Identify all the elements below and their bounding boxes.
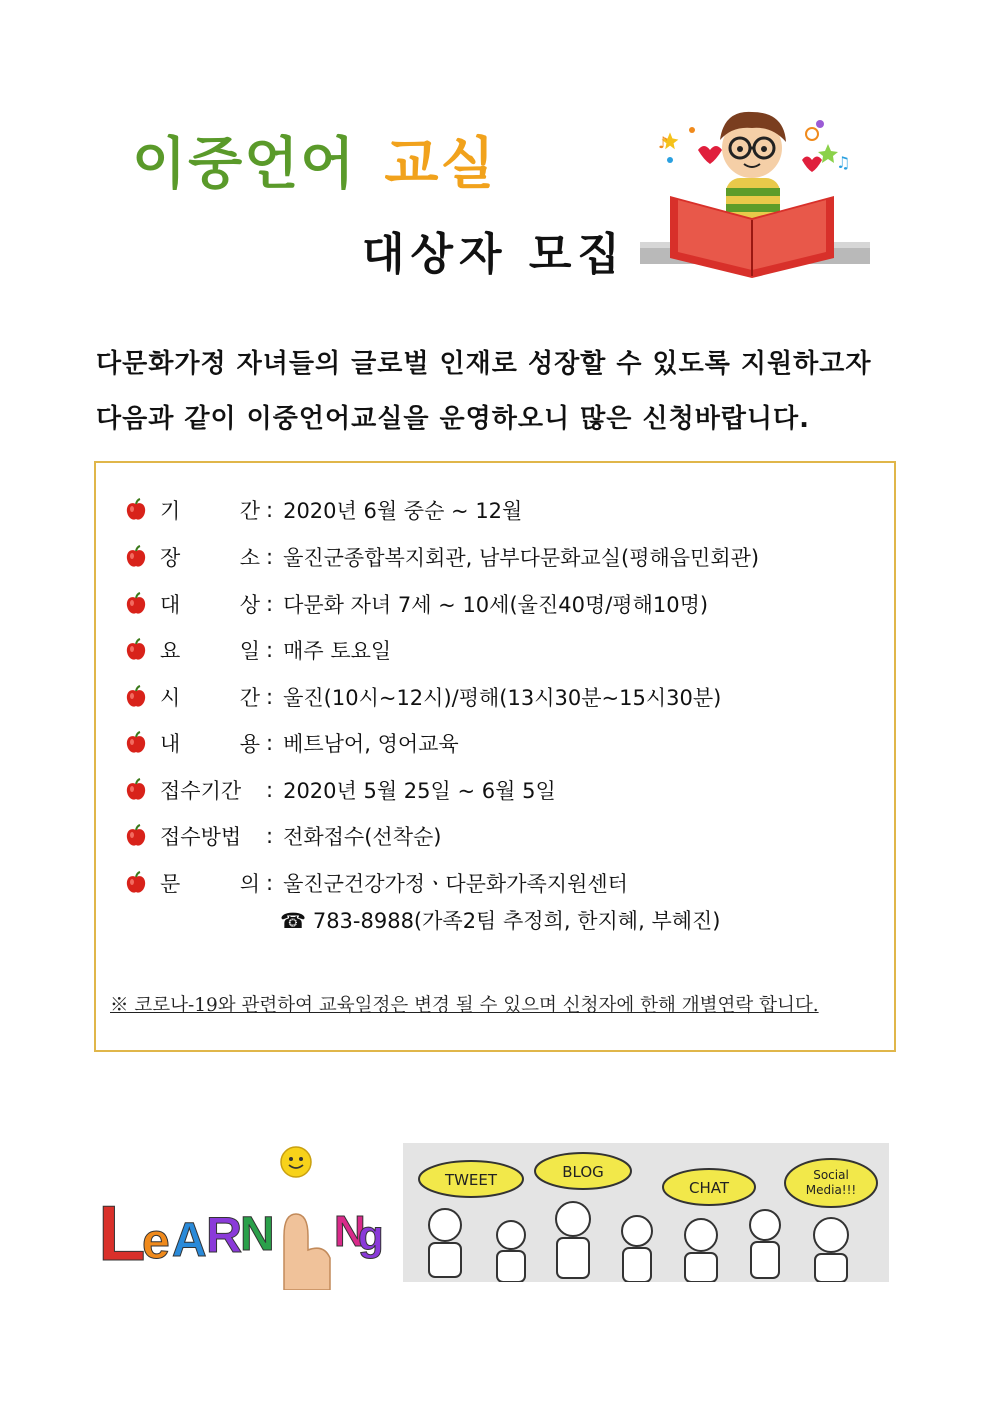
learning-letter: L: [98, 1189, 146, 1277]
learning-letter: N: [334, 1207, 366, 1256]
speech-bubbles-illustration: [403, 1143, 889, 1282]
covid-notice: ※ 코로나-19와 관련하여 교육일정은 변경 될 수 있으며 신청자에 한해 개별연락 합니다.: [110, 995, 819, 1016]
detail-label: 접수기간: [160, 779, 242, 803]
detail-label: 대 상: [160, 593, 260, 617]
bubble-text: Media!!!: [805, 1183, 857, 1197]
apple-bullet-icon: [124, 592, 148, 616]
detail-value: 울진군종합복지회관, 남부다문화교실(평해읍민회관): [283, 546, 760, 570]
detail-value: 다문화 자녀 7세 ~ 10세(울진40명/평해10명): [283, 593, 709, 617]
bubble-text: CHAT: [688, 1179, 730, 1197]
detail-value: 울진(10시~12시)/평해(13시30분~15시30분): [283, 686, 722, 710]
title-part1: 이중언어: [132, 132, 357, 197]
learning-letter: N: [240, 1208, 275, 1261]
apple-bullet-icon: [124, 731, 148, 755]
social-media-photo: [403, 1143, 889, 1282]
detail-value: 베트남어, 영어교육: [283, 732, 459, 756]
detail-value: 2020년 6월 중순 ~ 12월: [283, 499, 523, 523]
apple-bullet-icon: [124, 685, 148, 709]
detail-label: 요 일: [160, 639, 260, 663]
apple-bullet-icon: [124, 824, 148, 848]
svg-text:♫: ♫: [836, 153, 851, 172]
detail-label: 시 간: [160, 686, 260, 710]
smiley-icon: [281, 1147, 311, 1177]
apple-bullet-icon: [124, 778, 148, 802]
detail-row-time: 시 간 : 울진(10시~12시)/평해(13시30분~15시30분): [124, 677, 721, 717]
detail-value: 전화접수(선착순): [283, 825, 442, 849]
intro-line-2: 다음과 같이 이중언어교실을 운영하오니 많은 신청바랍니다.: [96, 404, 811, 434]
learning-word-art: [98, 1140, 390, 1290]
learning-letter: e: [142, 1213, 170, 1269]
detail-row-place: 장 소 : 울진군종합복지회관, 남부다문화교실(평해읍민회관): [124, 537, 759, 577]
detail-row-period: 기 간 : 2020년 6월 중순 ~ 12월: [124, 490, 522, 530]
detail-row-content: 내 용 : 베트남어, 영어교육: [124, 723, 459, 763]
detail-label: 기 간: [160, 499, 260, 523]
title-part2: 교실: [384, 132, 497, 197]
detail-row-day: 요 일 : 매주 토요일: [124, 630, 391, 670]
poster-title: [132, 120, 497, 200]
learning-letter: R: [206, 1207, 243, 1263]
boy-reading-book-illustration: [640, 100, 880, 280]
contact-phone: ☎ 783-8988(가족2팀 추정희, 한지혜, 부혜진): [280, 909, 721, 933]
bubble-text: BLOG: [562, 1163, 604, 1181]
apple-bullet-icon: [124, 498, 148, 522]
poster-subtitle: 대상자 모집: [362, 229, 626, 280]
detail-value: 울진군건강가정ㆍ다문화가족지원센터: [283, 872, 628, 896]
svg-text:♪: ♪: [658, 133, 669, 152]
detail-label: 내 용: [160, 732, 260, 756]
bubble-text: Social: [813, 1168, 849, 1182]
info-box: [94, 461, 896, 1052]
apple-bullet-icon: [124, 545, 148, 569]
detail-value: 매주 토요일: [283, 639, 392, 663]
bubble-text: TWEET: [444, 1171, 498, 1189]
detail-label: 문 의: [160, 872, 260, 896]
detail-row-reception-method: 접수방법 : 전화접수(선착순): [124, 816, 441, 856]
detail-row-reception-period: 접수기간 : 2020년 5월 25일 ~ 6월 5일: [124, 770, 556, 810]
detail-label: 접수방법: [160, 825, 242, 849]
detail-value: 2020년 5월 25일 ~ 6월 5일: [283, 779, 556, 803]
detail-row-inquiry: 문 의 : 울진군건강가정ㆍ다문화가족지원센터: [124, 863, 628, 903]
apple-bullet-icon: [124, 871, 148, 895]
detail-label: 장 소: [160, 546, 260, 570]
learning-letter: g: [358, 1212, 384, 1259]
learning-letter: A: [172, 1214, 207, 1267]
detail-row-target: 대 상 : 다문화 자녀 7세 ~ 10세(울진40명/평해10명): [124, 584, 708, 624]
apple-bullet-icon: [124, 638, 148, 662]
intro-line-1: 다문화가정 자녀들의 글로벌 인재로 성장할 수 있도록 지원하고자: [96, 349, 872, 379]
